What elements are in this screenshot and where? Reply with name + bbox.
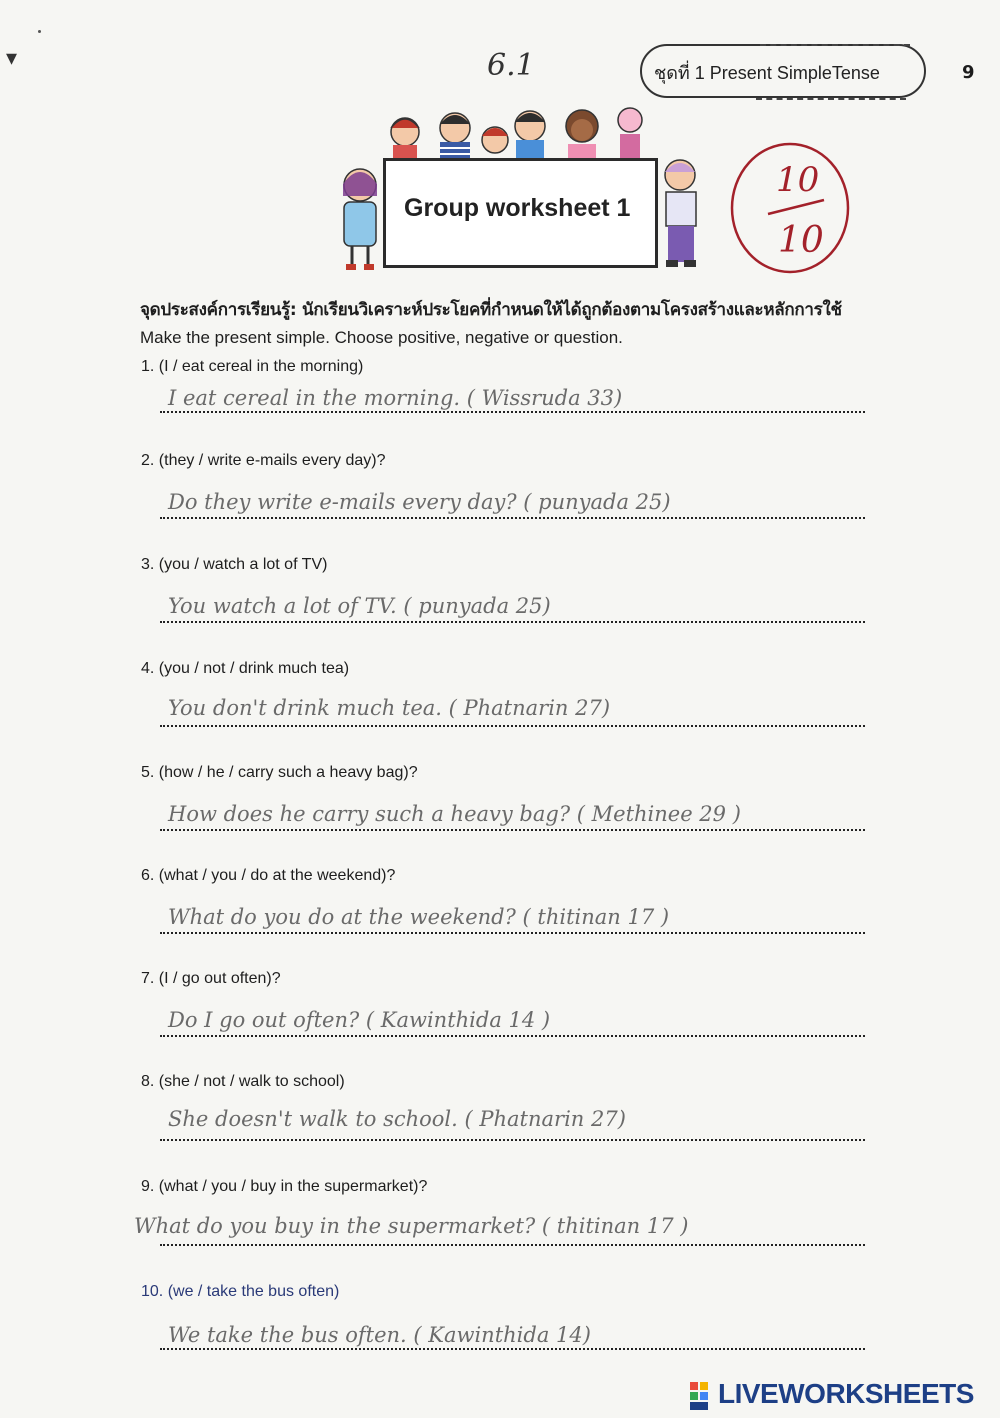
answer-line — [160, 517, 865, 519]
class-note: 6.1 — [487, 48, 535, 83]
answer-text[interactable]: I eat cereal in the morning. ( Wissruda 33) — [168, 386, 623, 410]
answer-line — [160, 1244, 865, 1246]
question-6 — [0, 865, 1000, 965]
answer-text[interactable]: Do they write e-mails every day? ( punyada 25) — [168, 490, 671, 514]
score-total: 10 — [778, 220, 824, 261]
question-3 — [0, 554, 1000, 654]
answer-text[interactable]: How does he carry such a heavy bag? ( Methinee 29 ) — [168, 802, 741, 826]
answer-text[interactable]: You don't drink much tea. ( Phatnarin 27) — [168, 696, 611, 720]
question-prompt: 2. (they / write e-mails every day)? — [141, 452, 386, 469]
answer-line — [160, 1035, 865, 1037]
question-prompt: 3. (you / watch a lot of TV) — [141, 556, 328, 573]
instruction-text: Make the present simple. Choose positive, negative or question. — [140, 328, 623, 347]
answer-text[interactable]: You watch a lot of TV. ( punyada 25) — [168, 594, 551, 618]
question-7 — [0, 968, 1000, 1068]
answer-line — [160, 932, 865, 934]
question-prompt: 5. (how / he / carry such a heavy bag)? — [141, 764, 418, 781]
liveworksheets-logo[interactable]: LIVEWORKSHEETS — [718, 1378, 974, 1409]
question-4 — [0, 658, 1000, 758]
question-prompt: 10. (we / take the bus often) — [141, 1283, 340, 1300]
question-8 — [0, 1071, 1000, 1171]
learning-objective: จุดประสงค์การเรียนรู้: นักเรียนวิเคราะห์ประโยคที่กำหนดให้ได้ถูกต้องตามโครงสร้างและหลักการใช้ — [140, 300, 842, 320]
scan-speck — [38, 30, 41, 33]
question-prompt: 1. (I / eat cereal in the morning) — [141, 358, 364, 375]
question-prompt: 7. (I / go out often)? — [141, 970, 281, 987]
question-prompt: 9. (what / you / buy in the supermarket)? — [141, 1178, 428, 1195]
answer-line — [160, 411, 865, 413]
question-prompt: 4. (you / not / drink much tea) — [141, 660, 350, 677]
badge-dash-bottom — [756, 98, 906, 100]
answer-text[interactable]: She doesn't walk to school. ( Phatnarin 27) — [168, 1107, 626, 1131]
question-10 — [0, 1281, 1000, 1381]
score-earned: 10 — [776, 160, 820, 200]
answer-text[interactable]: What do you buy in the supermarket? ( thitinan 17 ) — [134, 1214, 689, 1238]
answer-line — [160, 829, 865, 831]
answer-line — [160, 1348, 865, 1350]
answer-text[interactable]: Do I go out often? ( Kawinthida 14 ) — [168, 1008, 551, 1032]
question-prompt: 6. (what / you / do at the weekend)? — [141, 867, 396, 884]
question-prompt: 8. (she / not / walk to school) — [141, 1073, 345, 1090]
answer-line — [160, 725, 865, 727]
badge-dash-top — [760, 44, 910, 46]
liveworksheets-logo-icon — [690, 1382, 718, 1410]
question-1 — [0, 356, 1000, 456]
set-badge-label: ชุดที่ 1 Present SimpleTense — [654, 63, 880, 83]
answer-line — [160, 1139, 865, 1141]
answer-line — [160, 621, 865, 623]
question-9 — [0, 1176, 1000, 1276]
corner-mark: ▾ — [6, 46, 18, 71]
worksheet-title: Group worksheet 1 — [404, 194, 631, 222]
answer-text[interactable]: What do you do at the weekend? ( thitinan 17 ) — [168, 905, 670, 929]
page-number: 9 — [962, 62, 975, 83]
question-5 — [0, 762, 1000, 862]
answer-text[interactable]: We take the bus often. ( Kawinthida 14) — [168, 1323, 591, 1347]
question-2 — [0, 450, 1000, 550]
